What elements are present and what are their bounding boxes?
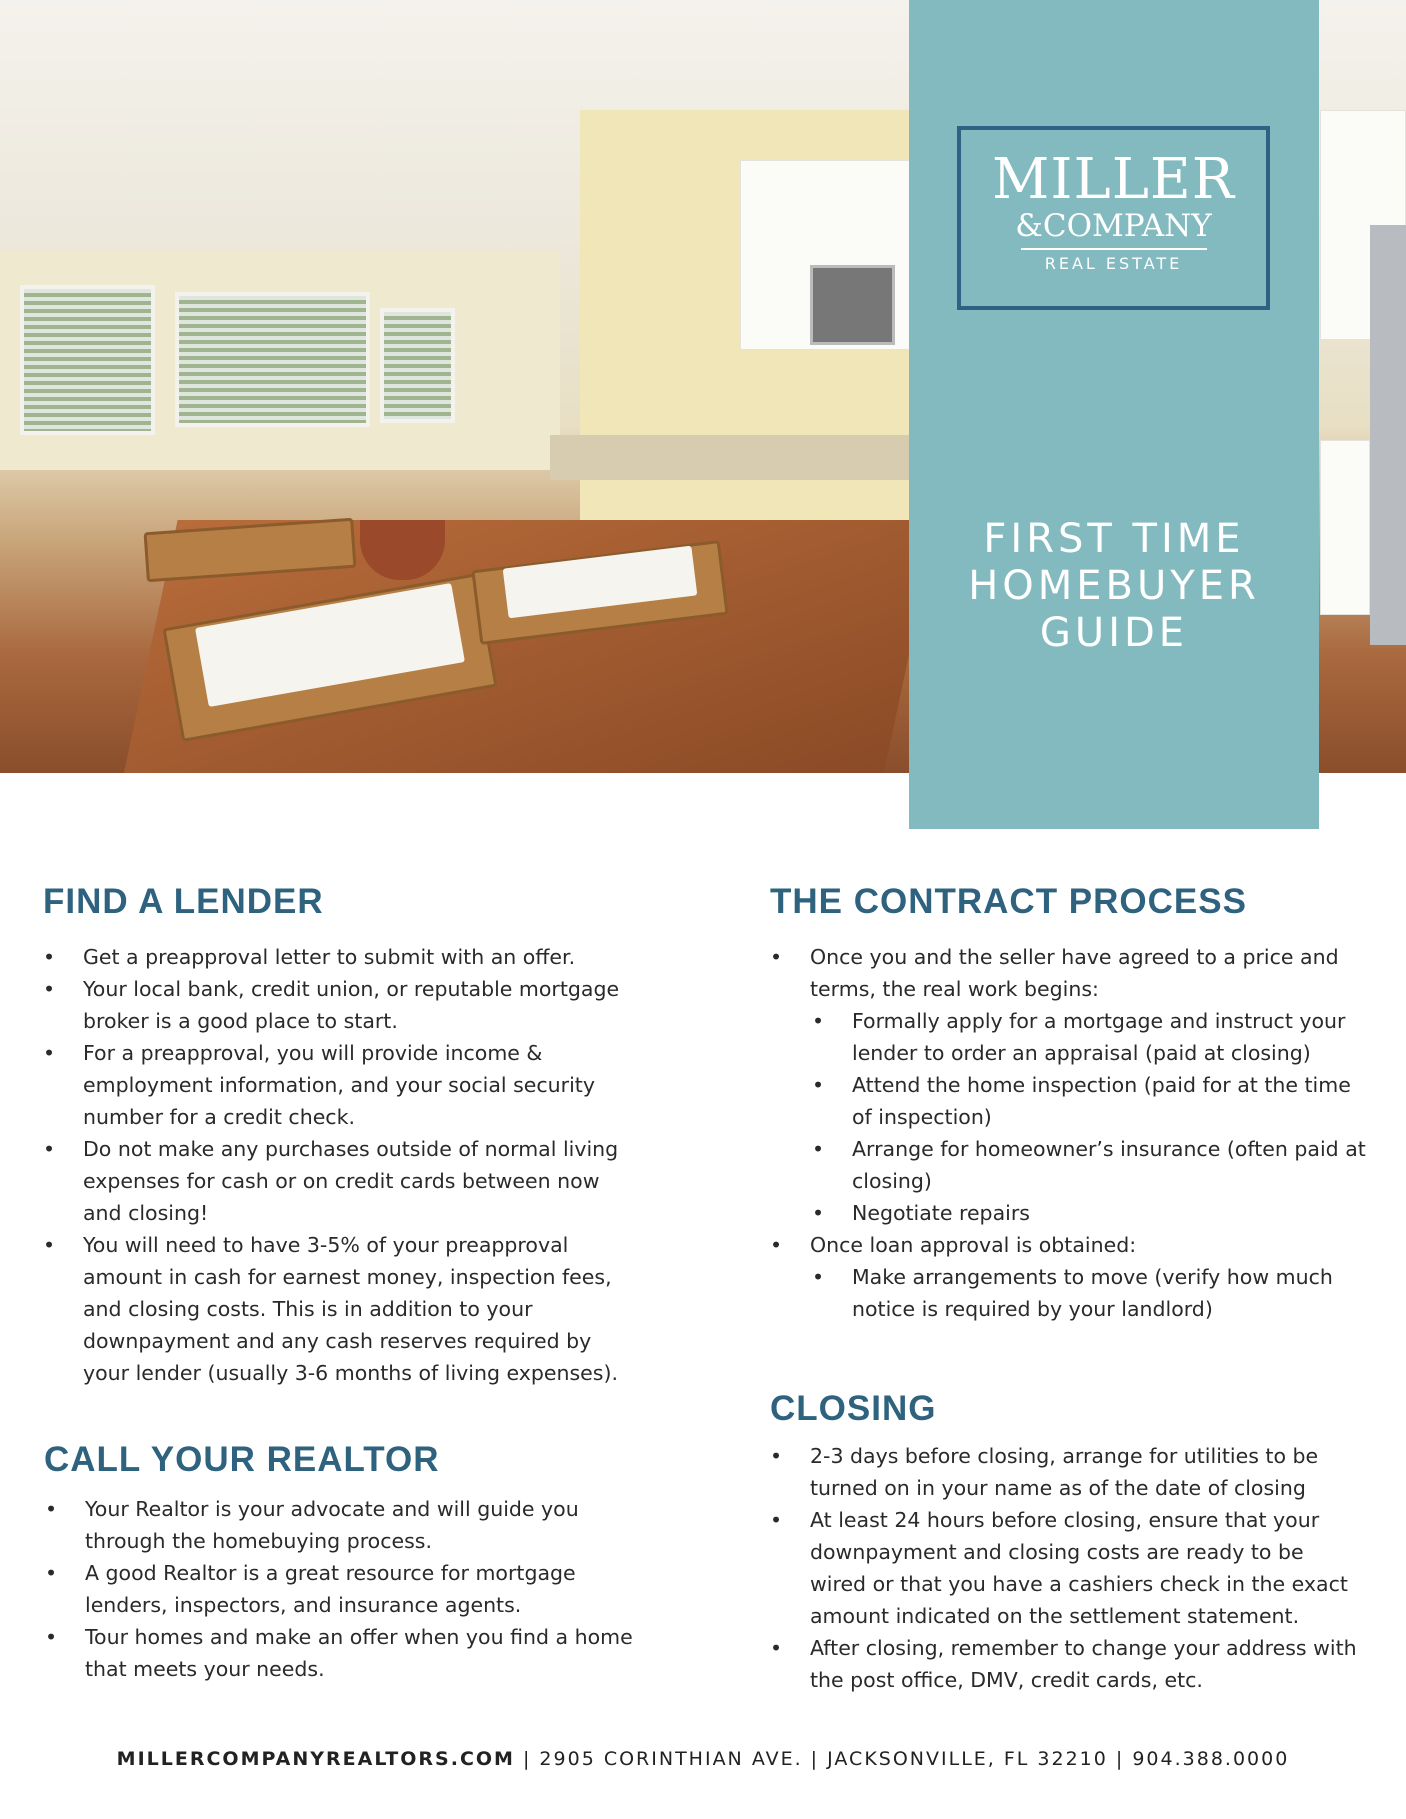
website-link[interactable]: MILLERCOMPANYREALTORS.COM [116, 1748, 515, 1770]
logo-tagline: REAL ESTATE [1044, 254, 1183, 273]
list-item: • You will need to have 3-5% of your preapproval amount in cash for earnest money, inspection fees, and closing costs. This is in addition to your downpayment and any cash reserves required by your lender (usually 3-6 months of living expenses). [43, 1229, 643, 1389]
title-line: HOMEBUYER [968, 563, 1260, 609]
list-item: • After closing, remember to change your address with the post office, DMV, credit cards, etc. [770, 1632, 1360, 1696]
sub-list-item: • Formally apply for a mortgage and instruct your lender to order an appraisal (paid at closing) [770, 1005, 1370, 1069]
address-phone: | 2905 CORINTHIAN AVE. | JACKSONVILLE, FL 32210 | 904.388.0000 [514, 1748, 1290, 1770]
call-realtor-heading: CALL YOUR REALTOR [44, 1440, 440, 1479]
brand-panel [909, 0, 1319, 829]
list-item: • Once you and the seller have agreed to a price and terms, the real work begins: [770, 941, 1370, 1005]
list-item: • Tour homes and make an offer when you find a home that meets your needs. [45, 1621, 645, 1685]
sub-list-item: • Arrange for homeowner’s insurance (often paid at closing) [770, 1133, 1370, 1197]
closing-heading: CLOSING [770, 1389, 937, 1428]
logo-name: MILLER [992, 147, 1235, 212]
list-item: • Once loan approval is obtained: [770, 1229, 1370, 1261]
list-item: • At least 24 hours before closing, ensure that your downpayment and closing costs are ready to be wired or that you have a cashiers check in the exact amount indicated on the settlement statement. [770, 1504, 1360, 1632]
sub-list-item: • Negotiate repairs [770, 1197, 1370, 1229]
contract-list [770, 941, 1370, 1325]
list-item: • Your Realtor is your advocate and will guide you through the homebuying process. [45, 1493, 645, 1557]
logo-company: &COMPANY [1015, 208, 1212, 244]
sub-list-item: • Make arrangements to move (verify how much notice is required by your landlord) [770, 1261, 1370, 1325]
footer-contact [0, 1748, 1406, 1770]
contract-heading: THE CONTRACT PROCESS [770, 882, 1247, 921]
call-realtor-list [45, 1493, 645, 1685]
company-logo [957, 126, 1270, 310]
list-item: • Your local bank, credit union, or reputable mortgage broker is a good place to start. [43, 973, 643, 1037]
logo-divider [1021, 248, 1207, 250]
title-line: GUIDE [1039, 610, 1189, 656]
list-item: • For a preapproval, you will provide income & employment information, and your social security number for a credit check. [43, 1037, 643, 1133]
title-line: FIRST TIME [983, 516, 1245, 562]
list-item: • 2-3 days before closing, arrange for utilities to be turned on in your name as of the date of closing [770, 1440, 1360, 1504]
find-lender-list [43, 941, 643, 1389]
guide-title [909, 516, 1319, 657]
find-lender-heading: FIND A LENDER [43, 882, 324, 921]
list-item: • A good Realtor is a great resource for mortgage lenders, inspectors, and insurance agents. [45, 1557, 645, 1621]
closing-list [770, 1440, 1360, 1696]
list-item: • Do not make any purchases outside of normal living expenses for cash or on credit cards between now and closing! [43, 1133, 643, 1229]
list-item: • Get a preapproval letter to submit with an offer. [43, 941, 643, 973]
sub-list-item: • Attend the home inspection (paid for at the time of inspection) [770, 1069, 1370, 1133]
